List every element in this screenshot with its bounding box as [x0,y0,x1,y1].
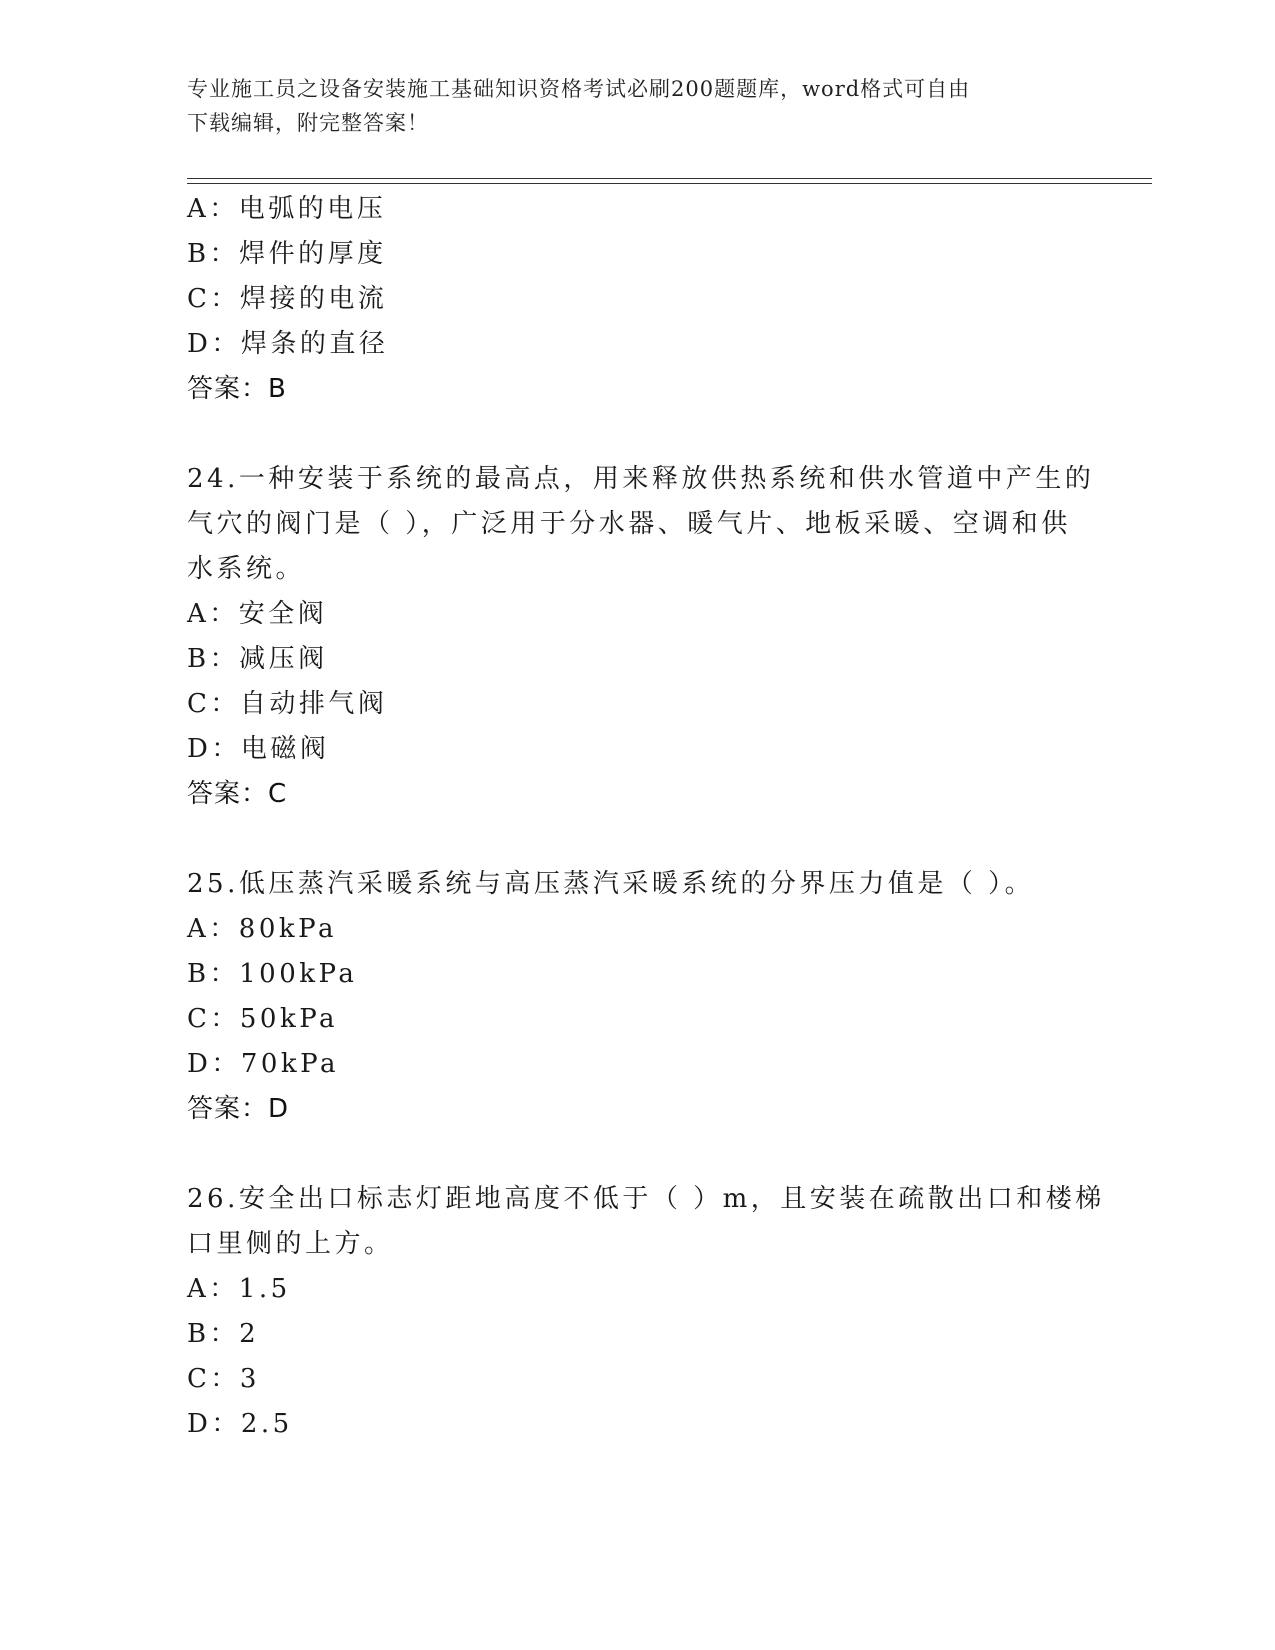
q24-answer: 答案：C [187,779,288,809]
header-divider-bottom [187,183,1152,184]
q26-stem-line-1: 26.安全出口标志灯距地高度不低于（ ）m，且安装在疏散出口和楼梯 [187,1184,1105,1214]
q26-stem-line-2: 口里侧的上方。 [187,1229,394,1259]
q26-option-c: C：3 [187,1364,260,1394]
header-divider-top [187,178,1152,179]
header-line-2: 下载编辑，附完整答案！ [187,111,429,135]
q26-option-a: A：1.5 [187,1274,291,1304]
q25-stem-line-1: 25.低压蒸汽采暖系统与高压蒸汽采暖系统的分界压力值是（ ）。 [187,869,1035,899]
q23-option-c: C：焊接的电流 [187,284,388,314]
q24-option-a: A：安全阀 [187,599,328,629]
q25-option-b: B：100kPa [187,959,358,989]
q25-option-a: A：80kPa [187,914,337,944]
q23-option-a: A：电弧的电压 [187,194,387,224]
q23-option-b: B：焊件的厚度 [187,239,387,269]
q26-option-b: B：2 [187,1319,260,1349]
q25-answer: 答案：D [187,1094,290,1124]
q24-option-b: B：减压阀 [187,644,328,674]
q26-option-d: D：2.5 [187,1409,293,1439]
document-header [187,72,1067,140]
q23-answer: 答案：B [187,374,287,404]
q25-option-c: C：50kPa [187,1004,339,1034]
q24-option-c: C：自动排气阀 [187,689,388,719]
q24-stem-line-1: 24.一种安装于系统的最高点，用来释放供热系统和供水管道中产生的 [187,464,1095,494]
header-line-1: 专业施工员之设备安装施工基础知识资格考试必刷200题题库，word格式可自由 [187,77,971,101]
q23-option-d: D：焊条的直径 [187,329,389,359]
q25-option-d: D：70kPa [187,1049,340,1079]
q24-stem-line-2: 气穴的阀门是（ ），广泛用于分水器、暖气片、地板采暖、空调和供 [187,509,1071,539]
q24-stem-line-3: 水系统。 [187,554,306,584]
q24-option-d: D：电磁阀 [187,734,330,764]
